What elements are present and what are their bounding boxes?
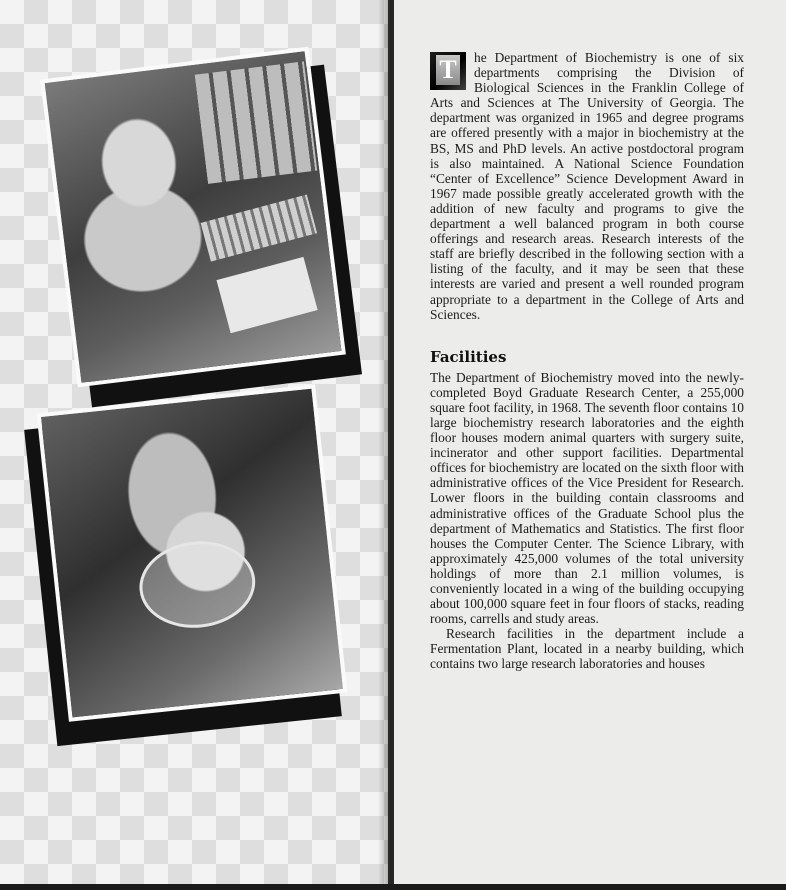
intro-paragraph: he Department of Biochemistry is one of six departments comprising the Division of Biological Sciences in the Franklin College of Arts and Sciences at The University of Georgia. The department was organized in 1965 and degree programs are offered presently with a major in biochemistry at the BS, MS and PhD levels. An active postdoctoral program is also maintained. A National Science Foundation “Center of Excellence” Science Development Award in 1967 made possible greatly accelerated growth with the addition of new faculty and programs to give the department a well balanced program in both course offerings and research areas. Research interests of the staff are briefly described in the following section with a listing of the faculty, and it may be seen that these interests are varied and present a well rounded program appropriate to a department in the College of Arts and Sciences. — [430, 50, 744, 322]
bottom-edge — [0, 884, 786, 890]
text-column — [430, 50, 744, 672]
facilities-paragraph-2: Research facilities in the department include a Fermentation Plant, located in a nearby building, which contains two large research laboratories and houses — [430, 626, 744, 672]
photo-lab-worker-at-keyboard — [40, 47, 346, 388]
drop-cap-letter: T — [436, 55, 460, 85]
facilities-paragraph-1: The Department of Biochemistry moved into the newly-completed Boyd Graduate Research Center, a 255,000 square foot facility, in 1968. The seventh floor contains 10 large biochemistry research laboratories and the eighth floor houses modern animal quarters with surgery suite, incinerator and other support facilities. Departmental offices for biochemistry are located on the sixth floor with administrative offices of the Vice President for Research. Lower floors in the building contain classrooms and administrative offices of the Graduate School plus the department of Mathematics and Statistics. The first floor houses the Computer Center. The Science Library, with approximately 425,000 volumes of the total university holdings of more than 2.1 million volumes, is conveniently located in a wing of the building occupying about 100,000 square feet in four floors of stacks, reading rooms, carrells and study areas. — [430, 369, 744, 627]
right-page — [394, 0, 786, 884]
left-page-checkered-background — [0, 0, 390, 884]
photo-hands-with-petri-dish — [37, 384, 348, 722]
section-heading-facilities: Facilities — [430, 347, 507, 366]
page-gutter — [378, 0, 394, 884]
drop-cap-block — [430, 52, 466, 90]
